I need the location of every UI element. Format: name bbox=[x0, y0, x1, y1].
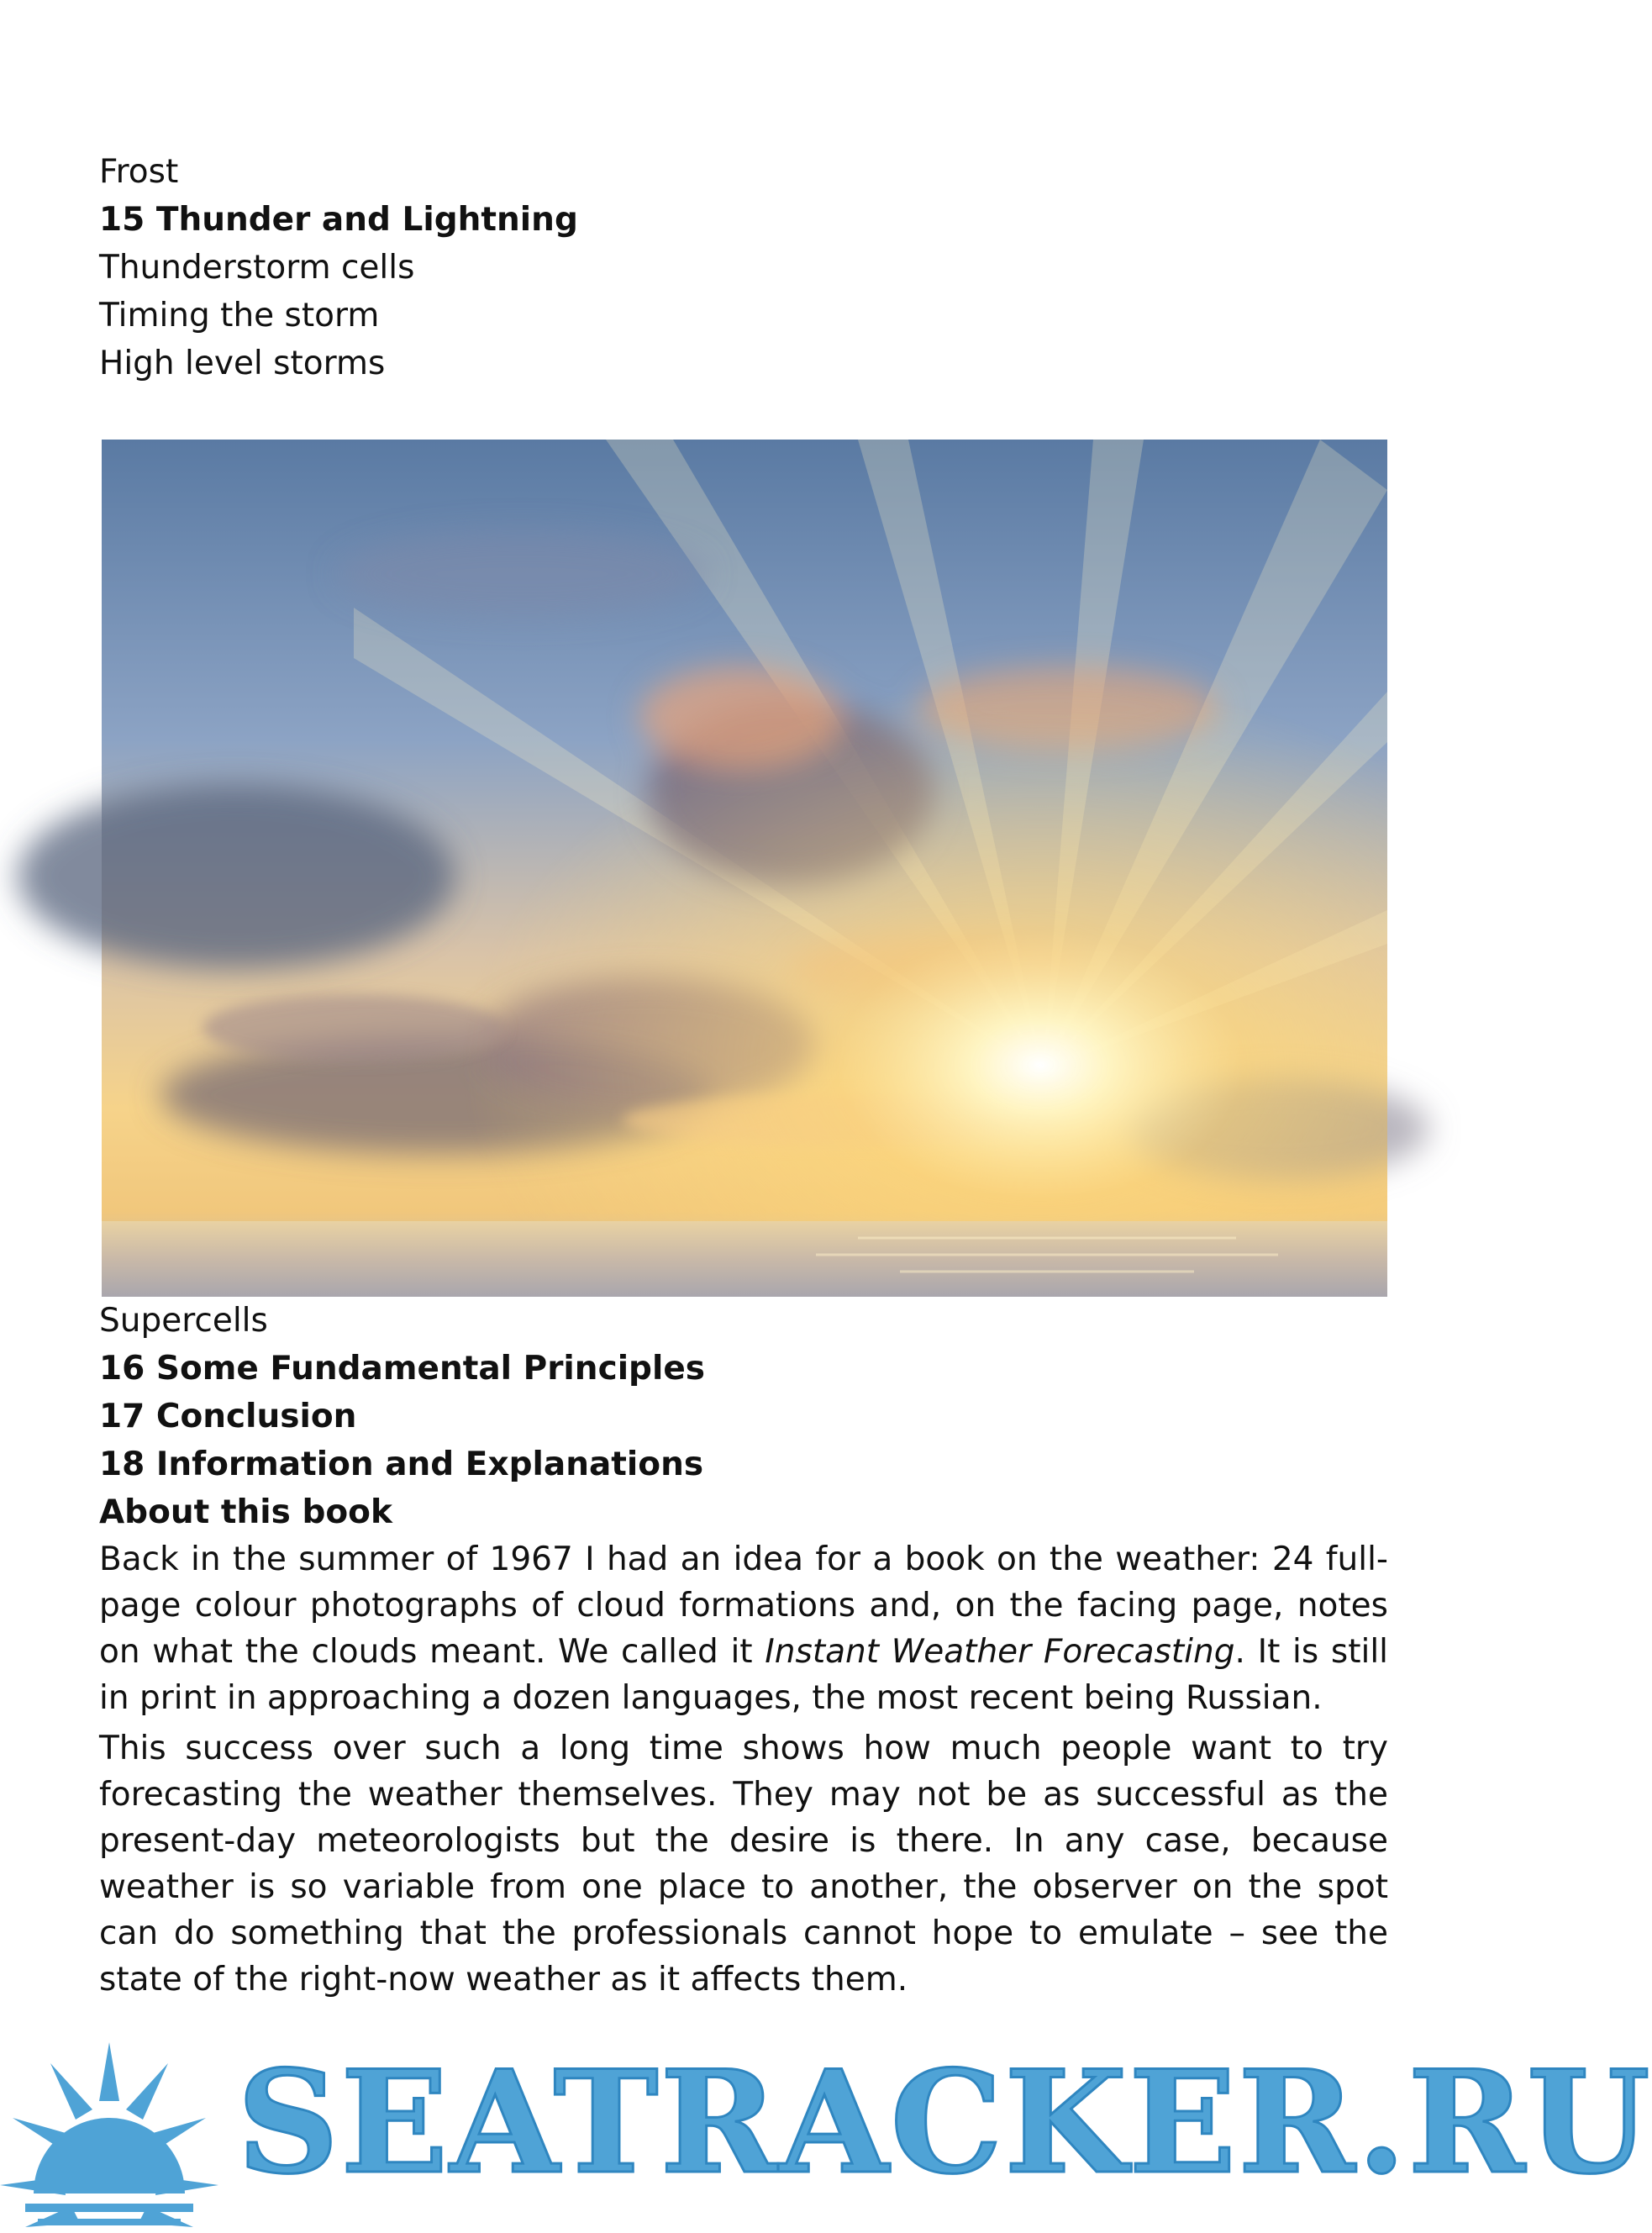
toc-item-high-level-storms: High level storms bbox=[99, 345, 386, 382]
toc-item-timing-the-storm: Timing the storm bbox=[99, 297, 380, 334]
toc-top-list bbox=[99, 148, 1388, 387]
toc-chapter-17: 17 Conclusion bbox=[99, 1398, 357, 1435]
section-heading: About this book bbox=[99, 1493, 392, 1531]
toc-chapter-15: 15 Thunder and Lightning bbox=[99, 201, 578, 239]
intro-paragraph-2: This success over such a long time shows how much people want to try forecasting the weather themselves. They may not be as successful as the present-day meteorologists but the desire is there. In any case, because weather is so variable from one place to another, the observer on the spot can do something that the professionals cannot hope to emulate – see the state of the right-now weather as it affects them. bbox=[99, 1730, 1388, 1999]
book-title-italic: Instant Weather Forecasting bbox=[765, 1633, 1235, 1671]
toc-chapter-18: 18 Information and Explanations bbox=[99, 1446, 704, 1483]
toc-item-supercells: Supercells bbox=[99, 1302, 268, 1340]
intro-paragraph-1 bbox=[99, 1536, 1388, 1721]
sunset-sky-photo bbox=[102, 440, 1387, 1297]
watermark-text: SEATRACKER.RU bbox=[237, 2039, 1652, 2205]
toc-item-frost: Frost bbox=[99, 153, 179, 191]
paragraph1-text-end: . It is still in print in approaching a dozen languages, the most recent being Russian. bbox=[99, 1633, 1389, 1717]
toc-bottom-and-intro bbox=[99, 1297, 1388, 2003]
toc-chapter-16: 16 Some Fundamental Principles bbox=[99, 1350, 706, 1388]
sunset-sky-image bbox=[102, 440, 1387, 1297]
paragraph1-text-start: Back in the summer of 1967 I had an idea for a book on the weather: 24 full-page colour photographs of cloud formations and, on the facing page, notes on what the clouds meant. We called it bbox=[99, 1540, 1388, 1671]
toc-item-thunderstorm-cells: Thunderstorm cells bbox=[99, 249, 415, 287]
